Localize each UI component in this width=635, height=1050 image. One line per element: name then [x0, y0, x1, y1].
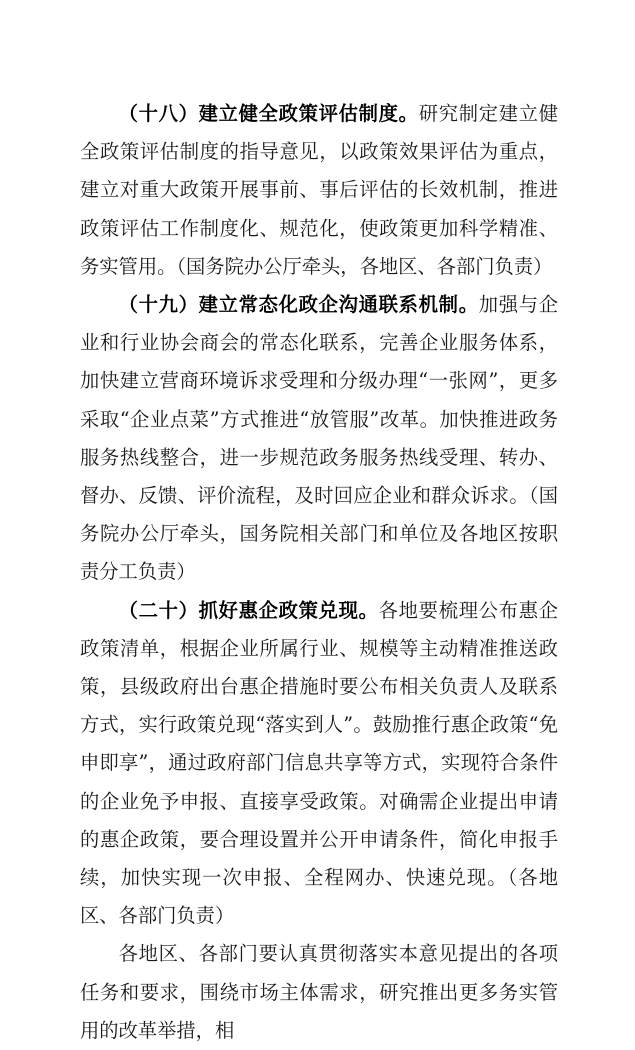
closing-paragraph-text: 各地区、各部门要认真贯彻落实本意见提出的各项任务和要求，围绕市场主体需求，研究推出更多务实管用的改革举措，相	[80, 942, 558, 1042]
closing-paragraph	[80, 935, 558, 1050]
paragraph-18-heading: （十八）建立健全政策评估制度。	[118, 102, 419, 125]
paragraph-18	[80, 95, 558, 286]
paragraph-20	[80, 592, 558, 936]
paragraph-19	[80, 286, 558, 592]
document-body	[80, 95, 558, 1050]
paragraph-19-heading: （十九）建立常态化政企沟通联系机制。	[118, 293, 479, 317]
paragraph-20-text: 各地要梳理公布惠企政策清单，根据企业所属行业、规模等主动精准推送政策，县级政府出台惠企措施时要公布相关负责人及联系方式，实行政策兑现“落实到人”。鼓励推行惠企政策“免申即享”，通过政府部门信息共享等方式，实现符合条件的企业免予申报、直接享受政策。对确需企业提出申请的惠企政策，要合理设置并公开申请条件，简化申报手续，加快实现一次申报、全程网办、快速兑现。（各地区、各部门负责）	[80, 598, 558, 928]
paragraph-18-text: 研究制定建立健全政策评估制度的指导意见，以政策效果评估为重点，建立对重大政策开展事前、事后评估的长效机制，推进政策评估工作制度化、规范化，使政策更加科学精准、务实管用。（国务院办公厅牵头，各地区、各部门负责）	[80, 102, 559, 278]
paragraph-19-text: 加强与企业和行业协会商会的常态化联系，完善企业服务体系，加快建立营商环境诉求受理和分级办理“一张网”，更多采取“企业点菜”方式推进“放管服”改革。加快推进政务服务热线整合，进一步规范政务服务热线受理、转办、督办、反馈、评价流程，及时回应企业和群众诉求。（国务院办公厅牵头，国务院相关部门和单位及各地区按职责分工负责）	[80, 293, 559, 584]
paragraph-20-heading: （二十）抓好惠企政策兑现。	[118, 598, 379, 622]
